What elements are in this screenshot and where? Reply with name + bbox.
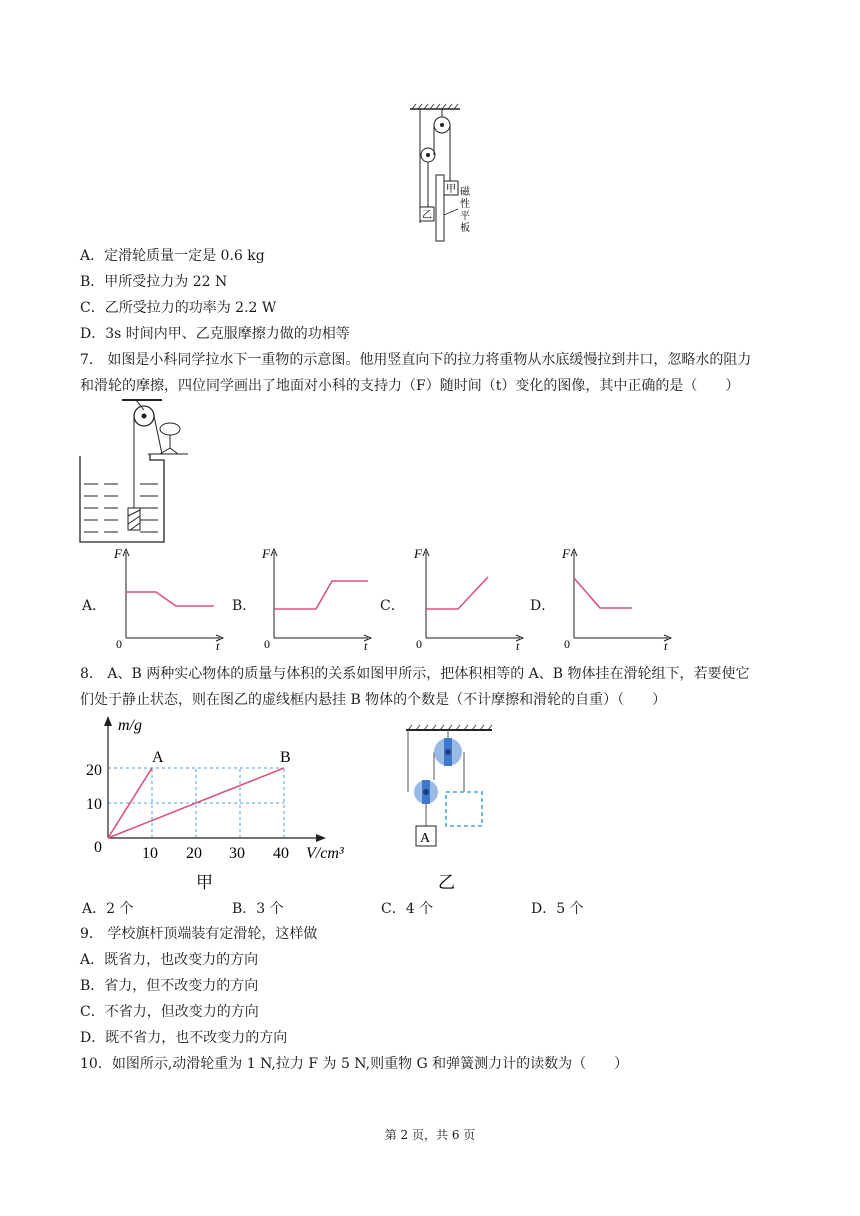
board-label-4: 板 — [460, 223, 470, 234]
label-yi: 乙 — [422, 210, 432, 221]
origin-label: 0 — [416, 637, 422, 650]
q9-option-a: A．既省力，也改变力的方向 — [80, 952, 259, 968]
q9-option-d: D．既不省力，也不改变力的方向 — [80, 1030, 288, 1046]
board-label-3: 平 — [460, 211, 470, 222]
q6-option-b: B．甲所受拉力为 22 N — [80, 274, 228, 290]
board-label-1: 磁 — [460, 187, 470, 198]
q7-stem-line1: 7． 如图是小科同学拉水下一重物的示意图。他用竖直向下的拉力将重物从水底缓慢拉到井口，忽略水的阻力 — [80, 352, 752, 368]
origin-label: 0 — [564, 637, 570, 650]
q6-option-d: D．3s 时间内甲、乙克服摩擦力做的功相等 — [80, 326, 350, 342]
chart-caption: 甲 — [196, 873, 213, 892]
axis-t-label: t — [516, 639, 520, 650]
q7-well-figure — [78, 396, 198, 546]
q10-stem: 10．如图所示,动滑轮重为 1 N,拉力 F 为 5 N,则重物 G 和弹簧测力计的读数为（ ） — [80, 1056, 629, 1072]
label-jia: 甲 — [446, 184, 456, 195]
q7-graph-d — [558, 546, 678, 650]
q6-option-c: C．乙所受拉力的功率为 2.2 W — [80, 300, 277, 316]
q7-graph-a — [110, 546, 230, 650]
q9-stem: 9． 学校旗杆顶端装有定滑轮，这样做 — [80, 926, 318, 942]
q8-option-b: B．3 个 — [232, 901, 284, 917]
series-label-a: A — [152, 749, 164, 766]
q9-option-c: C．不省力，但改变力的方向 — [80, 1004, 259, 1020]
curve-a — [126, 592, 214, 606]
q7-graph-b — [258, 546, 378, 650]
axis-f-label: F — [114, 546, 122, 561]
x-axis-label: V/cm³ — [306, 845, 344, 862]
q8-mass-volume-chart — [84, 712, 374, 892]
q8-option-a: A．2 个 — [82, 901, 134, 917]
q8-option-d: D．5 个 — [531, 901, 584, 917]
curve-c — [426, 577, 488, 609]
q7-option-a-label: A． — [82, 598, 107, 614]
axis-t-label: t — [664, 639, 668, 650]
curve-b — [274, 581, 368, 609]
axis-t-label: t — [216, 639, 220, 650]
axis-f-label: F — [414, 546, 422, 561]
q8-pulley-figure — [400, 724, 500, 894]
q8-stem-line2: 们处于静止状态，则在图乙的虚线框内悬挂 B 物体的个数是（不计摩擦和滑轮的自重）（ ） — [80, 692, 667, 708]
curve-d — [574, 578, 632, 608]
axis-f-label: F — [262, 546, 270, 561]
origin-label: 0 — [264, 637, 270, 650]
q8-option-c: C．4 个 — [381, 901, 434, 917]
axis-f-label: F — [562, 546, 570, 561]
x-tick-20: 20 — [186, 845, 202, 862]
q7-graph-c — [410, 546, 530, 650]
board-label-2: 性 — [460, 199, 470, 210]
q6-option-a: A．定滑轮质量一定是 0.6 kg — [80, 248, 265, 264]
y-axis-label: m/g — [118, 717, 142, 734]
x-tick-10: 10 — [142, 845, 158, 862]
origin-label: 0 — [94, 839, 102, 856]
x-tick-40: 40 — [273, 845, 289, 862]
q7-option-d-label: D． — [530, 598, 556, 614]
q9-option-b: B．省力，但不改变力的方向 — [80, 978, 259, 994]
axis-t-label: t — [364, 639, 368, 650]
block-a-label: A — [420, 831, 431, 846]
page-footer: 第 2 页，共 6 页 — [384, 1128, 476, 1142]
q7-stem-line2: 和滑轮的摩擦，四位同学画出了地面对小科的支持力（F）随时间（t）变化的图像，其中正确的是（ ） — [80, 378, 740, 394]
pulley-caption: 乙 — [438, 873, 455, 892]
origin-label: 0 — [116, 637, 122, 650]
q7-option-b-label: B． — [232, 598, 257, 614]
q6-pulley-figure — [400, 103, 490, 243]
q8-stem-line1: 8． A、B 两种实心物体的质量与体积的关系如图甲所示，把体积相等的 A、B 物体挂在滑轮组下，若要使它 — [80, 666, 750, 682]
y-tick-10: 10 — [86, 796, 102, 813]
q7-option-c-label: C． — [380, 598, 405, 614]
x-tick-30: 30 — [229, 845, 245, 862]
series-label-b: B — [280, 749, 291, 766]
y-tick-20: 20 — [86, 762, 102, 779]
